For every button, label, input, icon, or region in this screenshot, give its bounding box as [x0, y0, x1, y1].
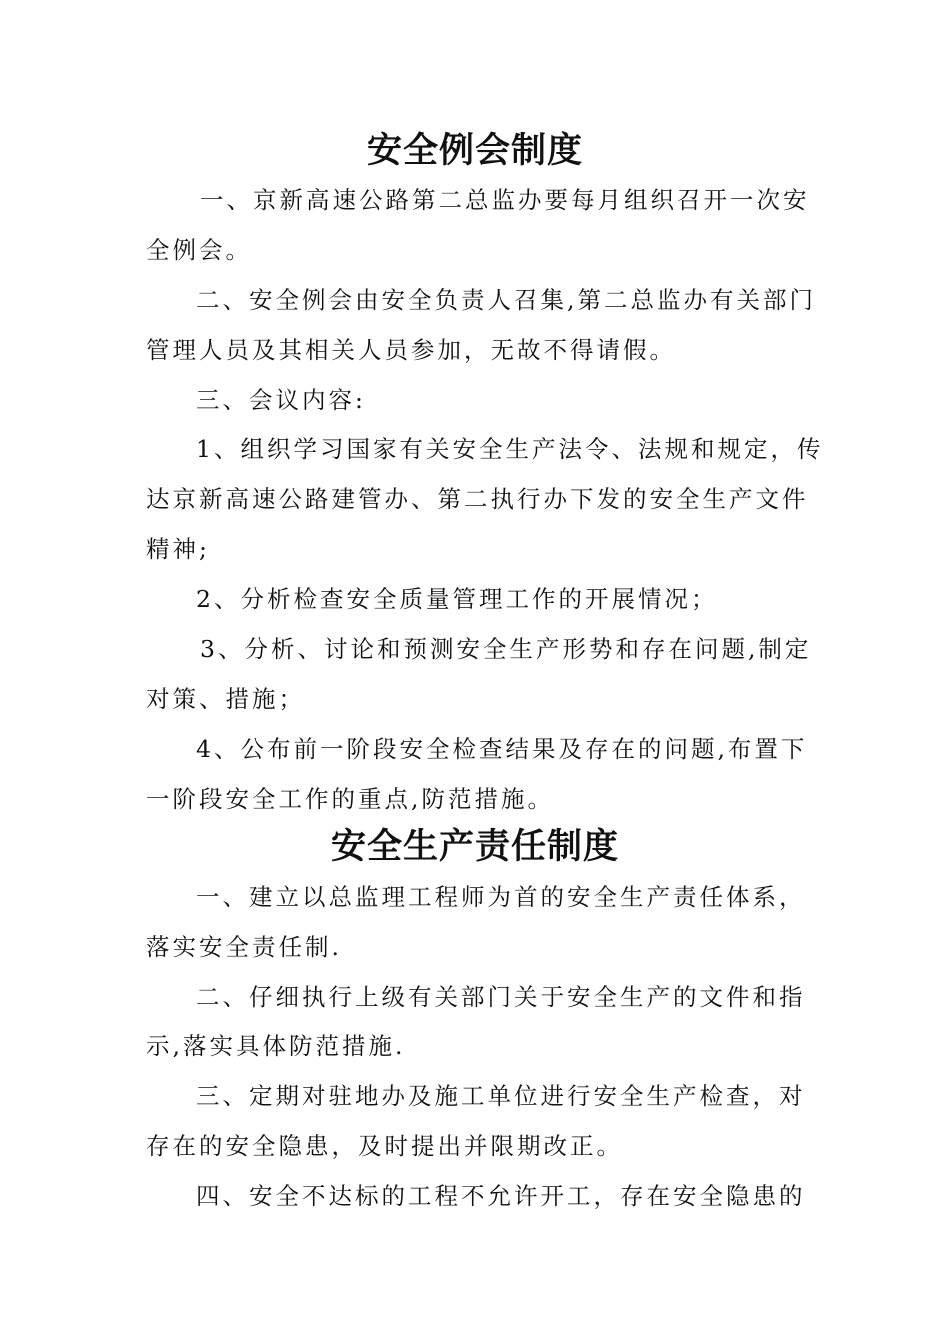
paragraph-line: 存在的安全隐患，及时提出并限期改正。 — [146, 1132, 623, 1160]
section-title-safety-responsibility: 安全生产责任制度 — [330, 826, 619, 867]
paragraph-line: 示,落实具体防范措施. — [146, 1032, 406, 1060]
paragraph-line: 精神; — [146, 535, 210, 563]
paragraph-line: 对策、措施； — [146, 685, 305, 713]
paragraph-line: 二、仔细执行上级有关部门关于安全生产的文件和指 — [196, 983, 806, 1011]
paragraph-line: 全例会。 — [146, 236, 252, 264]
paragraph-line: 三、定期对驻地办及施工单位进行安全生产检查，对 — [196, 1082, 806, 1110]
paragraph-line: 三、会议内容: — [196, 386, 366, 414]
paragraph-line: 1、组织学习国家有关安全生产法令、法规和规定，传 — [196, 435, 824, 463]
paragraph-line: 一、建立以总监理工程师为首的安全生产责任体系， — [196, 883, 806, 911]
paragraph-line: 3、分析、讨论和预测安全生产形势和存在问题,制定 — [200, 635, 812, 663]
paragraph-line: 管理人员及其相关人员参加，无故不得请假。 — [146, 336, 676, 364]
paragraph-line: 四、安全不达标的工程不允许开工，存在安全隐患的 — [196, 1182, 806, 1210]
section-title-safety-meeting: 安全例会制度 — [366, 130, 583, 171]
paragraph-line: 一、京新高速公路第二总监办要每月组织召开一次安 — [200, 186, 810, 214]
paragraph-line: 落实安全责任制. — [146, 933, 342, 961]
paragraph-line: 4、公布前一阶段安全检查结果及存在的问题,布置下 — [196, 735, 808, 763]
paragraph-line: 一阶段安全工作的重点,防范措施。 — [146, 785, 554, 813]
paragraph-line: 2、分析检查安全质量管理工作的开展情况； — [196, 585, 718, 613]
paragraph-line: 二、安全例会由安全负责人召集,第二总监办有关部门 — [196, 286, 816, 314]
paragraph-line: 达京新高速公路建管办、第二执行办下发的安全生产文件 — [146, 485, 809, 513]
